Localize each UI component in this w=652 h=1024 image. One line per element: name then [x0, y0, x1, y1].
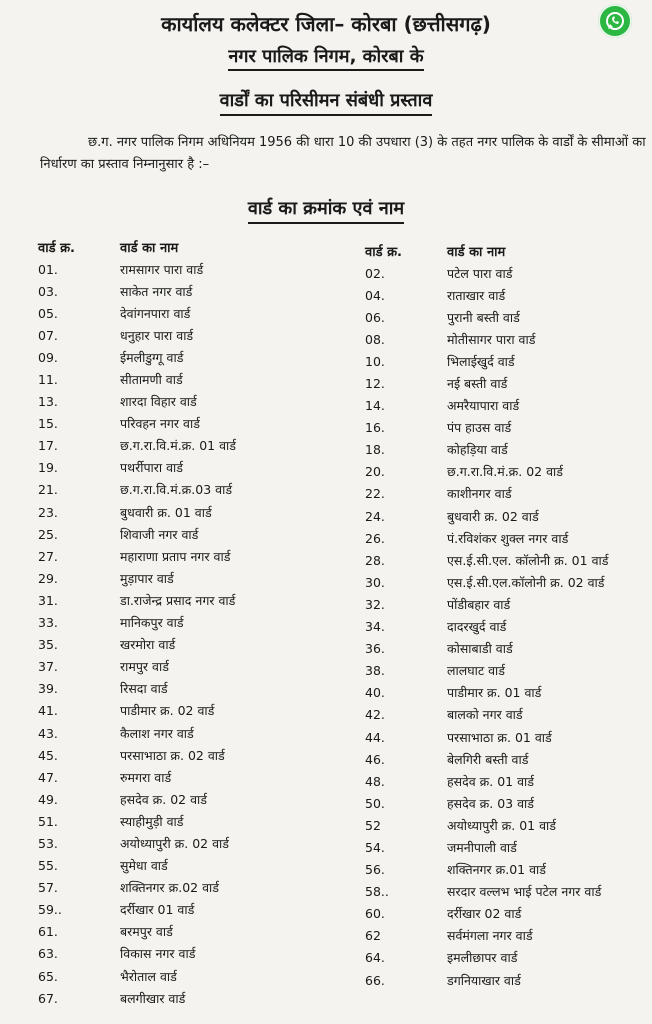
ward-name: बरमपुर वार्ड — [120, 924, 173, 940]
ward-row — [365, 571, 652, 593]
ward-number: 03. — [38, 283, 58, 299]
ward-number: 01. — [38, 261, 58, 277]
ward-name: छ.ग.रा.वि.मं.क्र. 02 वार्ड — [447, 464, 563, 480]
ward-number: 64. — [365, 950, 385, 966]
ward-name: पुरानी बस्ती वार्ड — [447, 309, 520, 325]
ward-number: 05. — [38, 305, 58, 321]
ward-number: 11. — [38, 372, 58, 388]
ward-name: देवांगनपारा वार्ड — [120, 305, 191, 321]
ward-number: 45. — [38, 747, 58, 763]
ward-name: सीतामणी वार्ड — [120, 372, 183, 388]
ward-number: 61. — [38, 924, 58, 940]
ward-number: 40. — [365, 685, 385, 701]
ward-name-header: वार्ड का नाम — [120, 241, 179, 256]
ward-number: 04. — [365, 287, 385, 303]
ward-number: 24. — [365, 508, 385, 524]
ward-name: मोतीसागर पारा वार्ड — [447, 331, 536, 347]
ward-name: दर्रीखार 02 वार्ड — [447, 906, 522, 922]
ward-row — [38, 921, 338, 943]
whatsapp-icon — [598, 4, 632, 38]
ward-row — [365, 704, 652, 726]
ward-name: बालको नगर वार्ड — [447, 707, 523, 723]
column-header-left — [38, 236, 338, 258]
ward-number: 19. — [38, 460, 58, 476]
ward-row — [365, 748, 652, 770]
ward-row — [38, 479, 338, 501]
ward-row — [38, 634, 338, 656]
ward-number: 49. — [38, 791, 58, 807]
ward-number: 55. — [38, 858, 58, 874]
ward-name: परसाभाठा क्र. 01 वार्ड — [447, 729, 552, 745]
ward-number: 54. — [365, 839, 385, 855]
ward-name: धनुहार पारा वार्ड — [120, 327, 194, 343]
ward-name: इमलीछापर वार्ड — [447, 950, 518, 966]
ward-name: विकास नगर वार्ड — [120, 946, 196, 962]
ward-number: 42. — [365, 707, 385, 723]
ward-name: शारदा विहार वार्ड — [120, 394, 197, 410]
ward-name: पथर्रीपारा वार्ड — [120, 460, 183, 476]
ward-row — [38, 280, 338, 302]
ward-name: परिवहन नगर वार्ड — [120, 416, 200, 432]
ward-number: 48. — [365, 773, 385, 789]
ward-number: 26. — [365, 530, 385, 546]
ward-name: दर्रीखार 01 वार्ड — [120, 902, 195, 918]
ward-name: डगनियाखार वार्ड — [447, 972, 521, 988]
ward-row — [365, 616, 652, 638]
ward-name: हसदेव क्र. 02 वार्ड — [120, 791, 207, 807]
ward-name: रामसागर पारा वार्ड — [120, 261, 204, 277]
ward-row — [38, 899, 338, 921]
ward-row — [365, 682, 652, 704]
ward-row — [365, 726, 652, 748]
subject-heading — [0, 88, 652, 112]
ward-number: 28. — [365, 552, 385, 568]
ward-name: कैलाश नगर वार्ड — [120, 725, 194, 741]
ward-name-header: वार्ड का नाम — [447, 245, 506, 260]
ward-row — [38, 766, 338, 788]
ward-row — [365, 439, 652, 461]
ward-number: 15. — [38, 416, 58, 432]
ward-row — [365, 461, 652, 483]
ward-row — [38, 302, 338, 324]
ward-row — [365, 284, 652, 306]
ward-name: पोंडीबहार वार्ड — [447, 596, 511, 612]
ward-name: अयोध्यापुरी क्र. 02 वार्ड — [120, 835, 229, 851]
ward-number: 56. — [365, 862, 385, 878]
ward-row — [365, 527, 652, 549]
ward-number: 66. — [365, 972, 385, 988]
ward-row — [38, 435, 338, 457]
ward-row — [38, 545, 338, 567]
ward-list-left — [38, 236, 338, 1009]
ward-row — [365, 262, 652, 284]
ward-number: 09. — [38, 349, 58, 365]
ward-number: 35. — [38, 637, 58, 653]
ward-row — [365, 947, 652, 969]
ward-row — [365, 350, 652, 372]
ward-name: बुधवारी क्र. 01 वार्ड — [120, 504, 212, 520]
ward-name: ईमलीडुग्गू वार्ड — [120, 349, 184, 365]
ward-number: 34. — [365, 619, 385, 635]
ward-row — [38, 678, 338, 700]
ward-number: 57. — [38, 880, 58, 896]
ward-number: 37. — [38, 659, 58, 675]
intro-paragraph: छ.ग. नगर पालिक निगम अधिनियम 1956 की धारा 10 की उपधारा (3) के तहत नगर पालिक के वार्डों के सीमाओं का निर्धारण का प्रस्ताव निम्नानुसार है :– — [40, 135, 646, 172]
ward-row — [365, 372, 652, 394]
ward-row — [38, 810, 338, 832]
ward-row — [365, 417, 652, 439]
ward-number: 29. — [38, 570, 58, 586]
ward-name: खरमोरा वार्ड — [120, 637, 176, 653]
ward-name: मानिकपुर वार्ड — [120, 615, 184, 631]
ward-row — [365, 770, 652, 792]
ward-row — [365, 505, 652, 527]
ward-list-right — [365, 240, 652, 991]
ward-row — [38, 258, 338, 280]
ward-number: 41. — [38, 703, 58, 719]
ward-row — [365, 903, 652, 925]
ward-number: 12. — [365, 376, 385, 392]
ward-name: छ.ग.रा.वि.मं.क्र. 01 वार्ड — [120, 438, 236, 454]
ward-name: शिवाजी नगर वार्ड — [120, 526, 199, 542]
subject-text: वार्डों का परिसीमन संबंधी प्रस्ताव — [220, 90, 433, 116]
ward-number: 63. — [38, 946, 58, 962]
ward-name: पं.रविशंकर शुक्ल नगर वार्ड — [447, 530, 569, 546]
ward-name: डा.राजेन्द्र प्रसाद नगर वार्ड — [120, 592, 236, 608]
ward-name: भिलाईखुर्द वार्ड — [447, 353, 515, 369]
ward-number: 13. — [38, 394, 58, 410]
ward-row — [38, 413, 338, 435]
ward-number: 31. — [38, 592, 58, 608]
ward-row — [38, 656, 338, 678]
ward-row — [365, 593, 652, 615]
ward-name: राताखार वार्ड — [447, 287, 506, 303]
ward-number: 25. — [38, 526, 58, 542]
ward-row — [38, 965, 338, 987]
ward-row — [38, 744, 338, 766]
ward-number: 46. — [365, 751, 385, 767]
ward-number: 20. — [365, 464, 385, 480]
ward-row — [365, 483, 652, 505]
ward-row — [365, 836, 652, 858]
ward-row — [38, 501, 338, 523]
ward-name: शक्तिनगर क्र.02 वार्ड — [120, 880, 219, 896]
ward-number: 59.. — [38, 902, 62, 918]
ward-number: 21. — [38, 482, 58, 498]
ward-row — [365, 969, 652, 991]
ward-row — [38, 567, 338, 589]
ward-row — [365, 814, 652, 836]
ward-number: 65. — [38, 968, 58, 984]
ward-name: पाडीमार क्र. 01 वार्ड — [447, 685, 542, 701]
ward-name: सर्वमंगला नगर वार्ड — [447, 928, 533, 944]
ward-name: दादरखुर्द वार्ड — [447, 619, 507, 635]
ward-name: परसाभाठा क्र. 02 वार्ड — [120, 747, 225, 763]
ward-name: रिसदा वार्ड — [120, 681, 168, 697]
ward-name: महाराणा प्रताप नगर वार्ड — [120, 548, 231, 564]
ward-row — [365, 549, 652, 571]
ward-name: काशीनगर वार्ड — [447, 486, 512, 502]
ward-name: पंप हाउस वार्ड — [447, 420, 512, 436]
ward-row — [365, 660, 652, 682]
ward-name: सरदार वल्लभ भाई पटेल नगर वार्ड — [447, 884, 602, 900]
ward-number: 14. — [365, 398, 385, 414]
ward-number: 17. — [38, 438, 58, 454]
ward-number: 39. — [38, 681, 58, 697]
ward-number: 22. — [365, 486, 385, 502]
ward-row — [38, 346, 338, 368]
ward-row — [38, 855, 338, 877]
ward-number: 43. — [38, 725, 58, 741]
ward-number: 32. — [365, 596, 385, 612]
ward-name: रामपुर वार्ड — [120, 659, 169, 675]
ward-number: 60. — [365, 906, 385, 922]
ward-name: भैरोताल वार्ड — [120, 968, 177, 984]
ward-row — [38, 457, 338, 479]
ward-number: 30. — [365, 574, 385, 590]
ward-name: शक्तिनगर क्र.01 वार्ड — [447, 862, 546, 878]
ward-number: 47. — [38, 769, 58, 785]
ward-number: 67. — [38, 990, 58, 1006]
ward-row — [365, 395, 652, 417]
ward-row — [38, 391, 338, 413]
ward-name: नई बस्ती वार्ड — [447, 376, 508, 392]
ward-number: 07. — [38, 327, 58, 343]
office-title: कार्यालय कलेक्टर जिला– कोरबा (छत्तीसगढ़) — [161, 12, 491, 36]
municipal-corporation-text: नगर पालिक निगम, कोरबा के — [228, 46, 423, 71]
ward-number: 53. — [38, 835, 58, 851]
ward-row — [38, 943, 338, 965]
ward-name: अमरैयापारा वार्ड — [447, 398, 520, 414]
ward-number: 10. — [365, 353, 385, 369]
ward-row — [38, 832, 338, 854]
ward-number: 62 — [365, 928, 381, 944]
ward-row — [38, 523, 338, 545]
ward-name: एस.ई.सी.एल. कॉलोनी क्र. 01 वार्ड — [447, 552, 609, 568]
ward-number-header: वार्ड क्र. — [365, 245, 402, 260]
ward-row — [38, 788, 338, 810]
ward-row — [38, 722, 338, 744]
ward-name: जमनीपाली वार्ड — [447, 839, 517, 855]
ward-name: साकेत नगर वार्ड — [120, 283, 193, 299]
ward-number: 44. — [365, 729, 385, 745]
ward-name: हसदेव क्र. 01 वार्ड — [447, 773, 534, 789]
ward-number: 18. — [365, 442, 385, 458]
ward-number: 36. — [365, 641, 385, 657]
ward-row — [38, 700, 338, 722]
ward-section-title — [0, 196, 652, 220]
column-header-right — [365, 240, 652, 262]
ward-row — [365, 792, 652, 814]
ward-row — [365, 881, 652, 903]
ward-row — [365, 925, 652, 947]
ward-name: एस.ई.सी.एल.कॉलोनी क्र. 02 वार्ड — [447, 574, 605, 590]
ward-name: कोसाबाडी वार्ड — [447, 641, 513, 657]
ward-name: मुड़ापार वार्ड — [120, 570, 174, 586]
ward-name: रुमगरा वार्ड — [120, 769, 172, 785]
ward-row — [38, 612, 338, 634]
ward-row — [365, 328, 652, 350]
ward-name: बुधवारी क्र. 02 वार्ड — [447, 508, 539, 524]
ward-name: कोहड़िया वार्ड — [447, 442, 508, 458]
ward-number: 52 — [365, 817, 381, 833]
ward-row — [38, 877, 338, 899]
ward-number: 50. — [365, 795, 385, 811]
ward-name: बेलगिरी बस्ती वार्ड — [447, 751, 529, 767]
ward-row — [38, 368, 338, 390]
ward-name: बलगीखार वार्ड — [120, 990, 186, 1006]
ward-number: 38. — [365, 663, 385, 679]
whatsapp-glyph — [605, 11, 625, 31]
ward-number: 06. — [365, 309, 385, 325]
ward-number: 51. — [38, 813, 58, 829]
ward-number: 27. — [38, 548, 58, 564]
ward-number: 33. — [38, 615, 58, 631]
municipal-corporation-title — [0, 44, 652, 68]
ward-name: छ.ग.रा.वि.मं.क्र.03 वार्ड — [120, 482, 233, 498]
ward-name: सुमेधा वार्ड — [120, 858, 168, 874]
ward-name: स्याहीमुड़ी वार्ड — [120, 813, 184, 829]
ward-row — [38, 987, 338, 1009]
ward-number: 58.. — [365, 884, 389, 900]
ward-name: अयोध्यापुरी क्र. 01 वार्ड — [447, 817, 556, 833]
ward-name: हसदेव क्र. 03 वार्ड — [447, 795, 534, 811]
ward-row — [365, 638, 652, 660]
ward-name: लालघाट वार्ड — [447, 663, 505, 679]
ward-row — [365, 859, 652, 881]
ward-number: 16. — [365, 420, 385, 436]
ward-number: 23. — [38, 504, 58, 520]
ward-number: 08. — [365, 331, 385, 347]
ward-number-header: वार्ड क्र. — [38, 241, 75, 256]
ward-name: पाडीमार क्र. 02 वार्ड — [120, 703, 215, 719]
ward-row — [38, 324, 338, 346]
ward-row — [365, 306, 652, 328]
ward-row — [38, 589, 338, 611]
ward-number: 02. — [365, 265, 385, 281]
ward-name: पटेल पारा वार्ड — [447, 265, 513, 281]
ward-section-text: वार्ड का क्रमांक एवं नाम — [248, 198, 404, 224]
